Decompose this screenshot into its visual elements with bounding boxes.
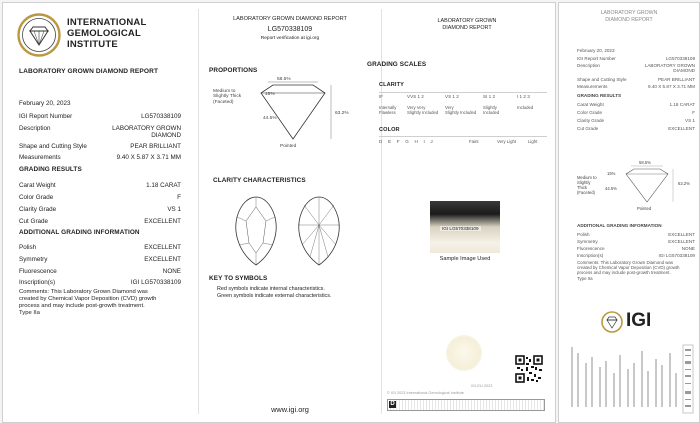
igi-seal-logo (17, 13, 61, 57)
girdle-line-text: Medium to (213, 89, 236, 94)
detail-value (112, 125, 181, 139)
grading-row (19, 218, 181, 227)
column-divider (381, 9, 382, 414)
stub-value: IGI LG570338109 (658, 253, 695, 258)
additional-label: Symmetry (19, 256, 48, 263)
stub-additional-title: ADDITIONAL GRADING INFORMATION (577, 223, 662, 228)
scales-header-line: LABORATORY GROWN (437, 18, 497, 24)
clarity-desc: Very Very (407, 105, 426, 110)
stub-label: Fluorescence (577, 246, 605, 251)
stub-label: Symmetry (577, 239, 598, 244)
report-title: LABORATORY GROWN DIAMOND REPORT (19, 68, 159, 75)
depth-percent: 63.2% (335, 111, 349, 116)
stub-value: F (692, 110, 695, 115)
stub-detail-row (577, 63, 695, 75)
stub-additional-row (577, 239, 695, 246)
stub-header (559, 10, 699, 23)
report-stub (558, 2, 700, 423)
additional-row (19, 279, 181, 288)
additional-label: Fluorescence (19, 268, 57, 275)
key-text (217, 286, 331, 299)
clarity-desc: Included (483, 110, 500, 115)
grading-value: VS 1 (167, 206, 181, 213)
stub-value: EXCELLENT (668, 232, 695, 237)
stub-detail-row (577, 77, 695, 84)
clarity-desc: Slightly Included (445, 110, 477, 115)
stub-comment-line: process and may include post-growth treatment. (577, 270, 671, 276)
logo-line: INSTITUTE (67, 39, 118, 50)
proportions-title: PROPORTIONS (209, 67, 258, 74)
stub-label: Clarity Grade (577, 118, 605, 123)
clarity-desc: Slightly Included (407, 110, 439, 115)
stub-comment-line: created by Chemical Vapor Deposition (CVD) growth (577, 265, 680, 271)
stub-comments (577, 260, 695, 281)
detail-value-line: LABORATORY GROWN (112, 125, 181, 132)
sample-caption: Sample Image Used (439, 256, 491, 262)
color-letters: D E F G H I J (379, 139, 435, 144)
stub-value: EXCELLENT (668, 126, 695, 131)
clarity-characteristics-title: CLARITY CHARACTERISTICS (213, 177, 306, 184)
stub-value: 9.40 X 5.87 X 3.71 MM (648, 84, 695, 89)
stub-detail-row (577, 84, 695, 91)
grading-value: 1.18 CARAT (146, 182, 181, 189)
additional-row (19, 268, 181, 277)
stub-grading-row (577, 118, 695, 125)
stub-grading-row (577, 126, 695, 133)
logo-line: INTERNATIONAL (67, 17, 147, 28)
stub-grading-row (577, 102, 695, 109)
logo-line: GEMOLOGICAL (67, 28, 141, 39)
clarity-grade: IF (379, 94, 384, 99)
hologram-seal (446, 335, 482, 371)
stub-additional-row (577, 232, 695, 239)
grading-label: Color Grade (19, 194, 54, 201)
stub-culet-label: Pointed (637, 206, 652, 211)
culet-label: Pointed (280, 144, 297, 149)
detail-row (19, 154, 181, 163)
color-desc-faint: Faint (469, 139, 479, 144)
stub-girdle-label (577, 175, 597, 195)
key-line: Red symbols indicate internal characteristics. (217, 286, 325, 292)
report-number: LG570338109 (267, 26, 313, 33)
detail-label: IGI Report Number (19, 113, 73, 120)
clarity-desc: Flawless (379, 110, 396, 115)
detail-label: Shape and Cutting Style (19, 143, 87, 150)
color-scale-rule (379, 136, 547, 138)
clarity-grade: VS 1 2 (445, 94, 459, 99)
key-line: Green symbols indicate external characteristics. (217, 292, 332, 299)
detail-label: Measurements (19, 154, 61, 161)
stub-value: VS 1 (685, 118, 695, 123)
additional-row (19, 256, 181, 265)
girdle-line-text: Slightly Thick (213, 94, 242, 100)
detail-label: Description (19, 125, 51, 132)
additional-row (19, 244, 181, 253)
girdle-label (213, 89, 241, 105)
clarity-grade: SI 1 2 (483, 94, 496, 99)
grading-label: Clarity Grade (19, 206, 57, 213)
comment-line: created by Chemical Vapor Deposition (CVD) growth (19, 296, 157, 302)
grading-results-title: GRADING RESULTS (19, 166, 82, 173)
report-date: February 20, 2023 (19, 100, 71, 107)
detail-value-line: DIAMOND (151, 132, 181, 139)
detail-row (19, 125, 181, 141)
comment-line: process and may include post-growth treatment. (19, 303, 145, 309)
stub-value-line: LABORATORY GROWN (644, 63, 695, 68)
grading-value: F (177, 194, 181, 201)
scales-header (387, 18, 547, 31)
stub-label: Cut Grade (577, 126, 599, 131)
grading-row (19, 182, 181, 191)
stub-label: Color Grade (577, 110, 603, 115)
additional-label: Polish (19, 244, 37, 251)
copyright-text: © IGI 2023 International Gemological Institute (387, 391, 464, 395)
stub-value: LG570338109 (665, 56, 695, 61)
logo-text (67, 17, 146, 50)
pear-crown-plot (231, 195, 281, 267)
stub-pavilion-percent: 44.5% (605, 186, 617, 191)
pear-pavilion-plot (294, 195, 344, 267)
sample-inscription-image (430, 201, 500, 253)
additional-value: EXCELLENT (144, 256, 181, 263)
stub-value-line: DIAMOND (673, 68, 695, 73)
stub-header-line: DIAMOND REPORT (605, 16, 653, 23)
stub-igi-seal-icon (601, 311, 623, 333)
additional-value: NONE (162, 268, 181, 275)
additional-label: Inscription(s) (19, 279, 56, 286)
column-divider (198, 9, 199, 414)
stub-rotated-fineprint (561, 343, 697, 417)
stub-depth-percent: 63.2% (678, 181, 690, 186)
clarity-grade: I 1 2 3 (517, 94, 530, 99)
stub-value: 1.18 CARAT (669, 102, 695, 107)
detail-value: 9.40 X 5.87 X 3.71 MM (116, 154, 181, 161)
stub-table-percent: 58.5% (639, 160, 651, 165)
sample-inscription-text: IGI LG570338109 (442, 226, 479, 231)
grading-label: Carat Weight (19, 182, 56, 189)
stub-comment-line: Type IIa (577, 275, 593, 281)
stub-value: EXCELLENT (668, 239, 695, 244)
crown-percent: 15% (265, 92, 275, 97)
stub-label: Carat Weight (577, 102, 604, 107)
comment-line: Type IIa (19, 310, 40, 316)
verify-text: Report verification at igi.org (260, 36, 320, 41)
security-strip (387, 399, 545, 411)
security-strip-mark: D (390, 401, 395, 407)
stub-girdle-line: Slightly (577, 180, 591, 185)
stub-label: Shape and Cutting Style (577, 77, 627, 82)
clarity-desc: Slightly (483, 105, 497, 110)
clarity-desc: Included (517, 105, 534, 110)
stub-igi-logo-text: IGI (626, 310, 652, 331)
stub-grading-title: GRADING RESULTS (577, 93, 622, 98)
stub-detail-row (577, 56, 695, 63)
grading-value: EXCELLENT (144, 218, 181, 225)
stub-value: NONE (681, 246, 695, 251)
color-scale-title: COLOR (379, 127, 400, 133)
middle-header: LABORATORY GROWN DIAMOND REPORT (233, 16, 347, 22)
stub-crown-percent: 15% (607, 171, 616, 176)
table-percent: 58.5% (277, 77, 291, 82)
stub-label: IGI Report Number (577, 56, 616, 61)
stub-label: Description (577, 63, 600, 68)
stub-additional-row (577, 246, 695, 253)
inscription-value: IGI LG570338109 (130, 279, 181, 286)
stub-value: PEAR BRILLIANT (657, 77, 695, 82)
additional-value: EXCELLENT (144, 244, 181, 251)
stub-label: Inscription(s) (577, 253, 604, 258)
stub-comment-line: Comments: This Laboratory Grown Diamond was (577, 260, 674, 265)
comments (19, 289, 189, 317)
additional-grading-title: ADDITIONAL GRADING INFORMATION (19, 229, 140, 236)
detail-value: PEAR BRILLIANT (130, 143, 181, 150)
stub-label: Measurements (577, 84, 608, 89)
qr-code[interactable] (515, 355, 543, 383)
form-code: IGI-EU-2023 (471, 384, 493, 388)
stub-date: February 20, 2023 (577, 48, 615, 53)
grading-row (19, 194, 181, 203)
website: www.igi.org (271, 405, 309, 414)
clarity-grade: VVS 1 2 (407, 94, 424, 99)
stub-value (645, 63, 695, 73)
scales-header-line: DIAMOND REPORT (442, 24, 492, 31)
stub-header-line: LABORATORY GROWN (600, 10, 658, 16)
stub-girdle-line: Medium to (577, 175, 597, 180)
clarity-desc: Very (445, 105, 454, 110)
grading-label: Cut Grade (19, 218, 49, 225)
pavilion-percent: 44.5% (263, 116, 277, 121)
clarity-desc: Internally (379, 105, 397, 110)
comment-line: Comments: This Laboratory Grown Diamond was (19, 289, 148, 295)
stub-label: Polish (577, 232, 590, 237)
stub-additional-row (577, 253, 695, 260)
detail-row (19, 113, 181, 122)
color-desc-very-light: Very Light (497, 139, 517, 144)
key-to-symbols-title: KEY TO SYMBOLS (209, 275, 268, 282)
clarity-scale-title: CLARITY (379, 82, 404, 88)
color-desc-light: Light (528, 139, 538, 144)
stub-girdle-line: (Faceted) (577, 190, 595, 195)
detail-row (19, 143, 181, 152)
detail-value: LG570338109 (141, 113, 181, 120)
stub-proportions-diagram (615, 165, 679, 207)
report-sheet (2, 2, 556, 423)
girdle-line-text: (Faceted) (213, 99, 234, 105)
proportions-diagram (243, 79, 343, 149)
stub-girdle-line: Thick (577, 185, 588, 190)
grading-row (19, 206, 181, 215)
stub-grading-row (577, 110, 695, 117)
grading-scales-title: GRADING SCALES (367, 61, 427, 68)
